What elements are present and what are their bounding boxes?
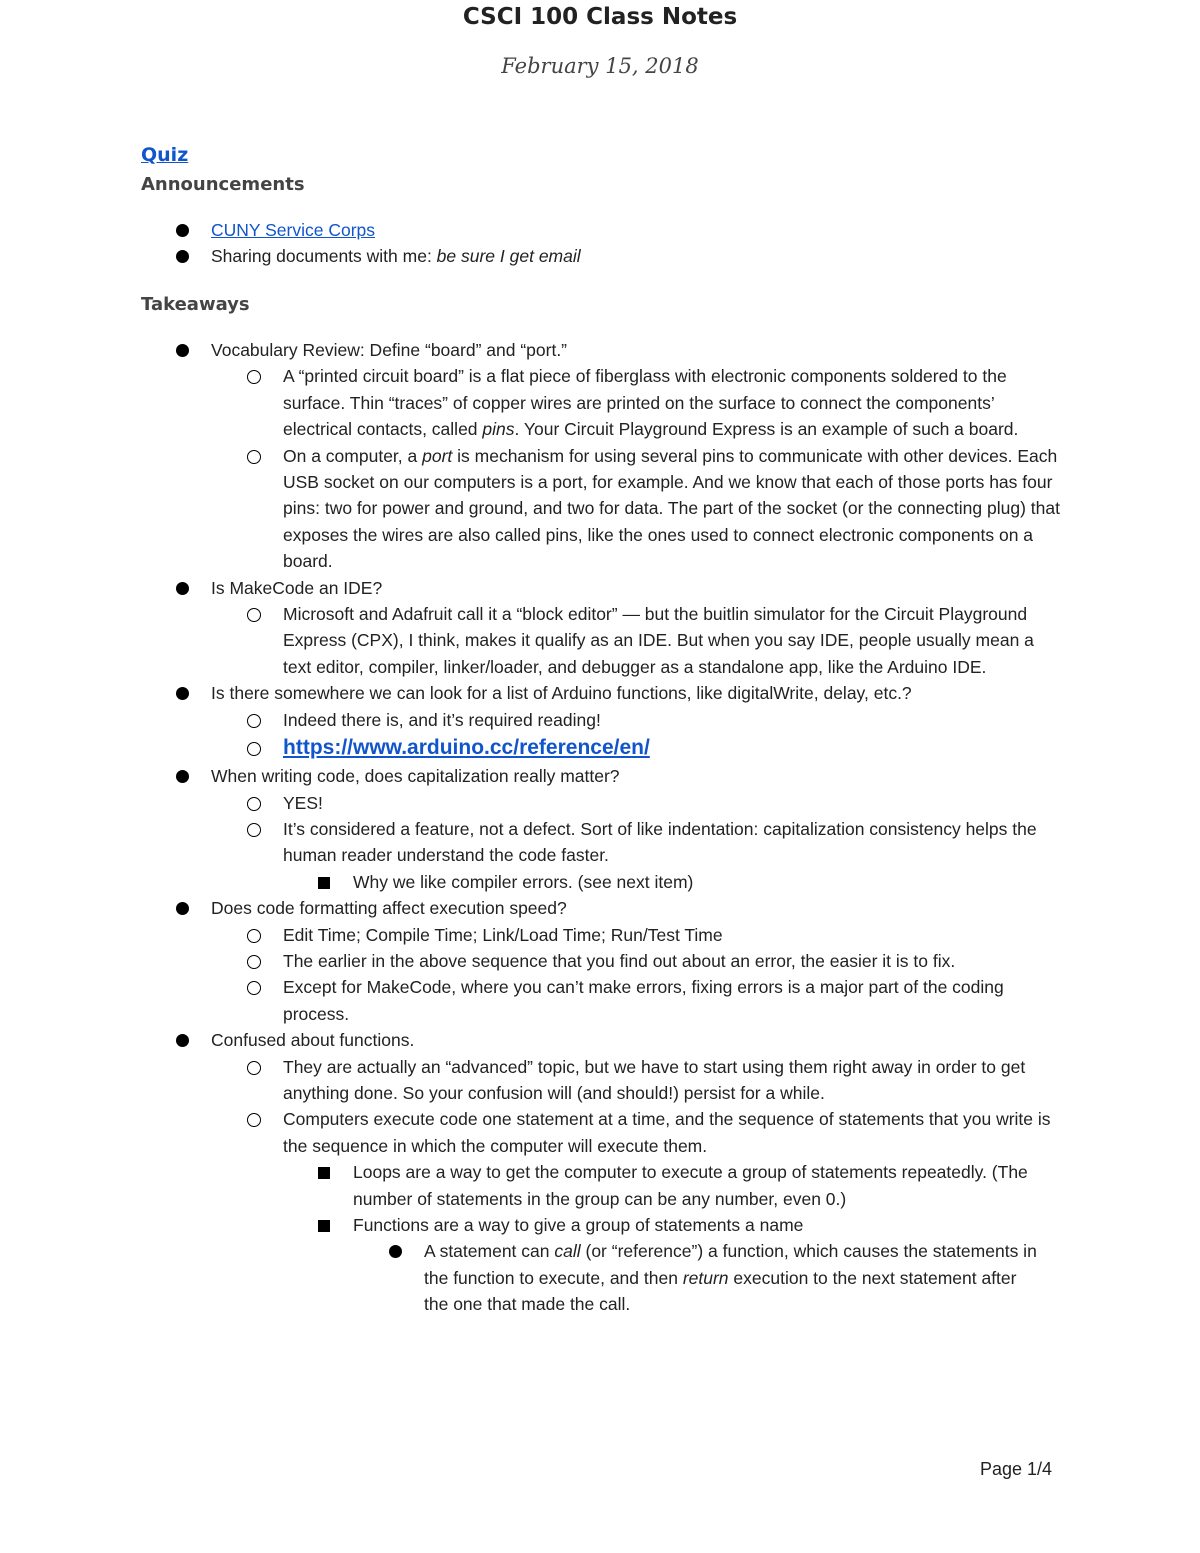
list-item [0, 363, 1200, 442]
circle-bullet-icon [247, 1054, 261, 1082]
list-item [0, 1106, 1200, 1159]
document-title: CSCI 100 Class Notes [462, 4, 738, 30]
list-item [0, 1054, 1200, 1107]
bullet-icon [176, 217, 189, 244]
circle-bullet-icon [247, 443, 261, 471]
circle-bullet-icon [247, 601, 261, 629]
circle-bullet-icon [247, 948, 261, 976]
bullet-icon [176, 895, 189, 922]
answer-text: is mechanism for using several pins to communicate with other devices. Each USB socket on our computers is a port, for example. And we know that each of those ports has four pins: two for power and ground, and two for data. The part of the socket (or the connecting plug) that exposes the wires are also called pins, like the ones used to connect electronic components on a board. [283, 445, 1060, 572]
square-bullet-icon [318, 869, 330, 896]
page-number: Page 1/4 [980, 1459, 1053, 1479]
question-text: Is MakeCode an IDE? [211, 577, 383, 598]
question-text: Vocabulary Review: Define “board” and “port.” [211, 340, 568, 360]
list-item [0, 948, 1200, 974]
list-item [0, 922, 1200, 948]
answer-text: Indeed there is, and it’s required reading! [283, 709, 601, 730]
answer-emphasis: pins [482, 419, 515, 440]
bullet-icon [176, 243, 189, 270]
answer-emphasis: return [682, 1267, 729, 1288]
list-item [0, 733, 1200, 763]
answer-text: execution to the next statement after the one that made the call. [424, 1267, 1017, 1315]
question-text: When writing code, does capitalization really matter? [211, 766, 620, 787]
announcements-heading: Announcements [141, 174, 305, 195]
takeaways-list [0, 337, 1200, 1318]
bullet-icon [389, 1238, 402, 1265]
list-item [0, 816, 1200, 869]
answer-text: Except for MakeCode, where you can’t make errors, fixing errors is a major part of the coding process. [283, 977, 1004, 1024]
circle-bullet-icon [247, 922, 261, 950]
takeaways-heading: Takeaways [141, 294, 250, 315]
circle-bullet-icon [247, 974, 261, 1002]
list-item [0, 763, 1200, 789]
answer-text: YES! [283, 792, 323, 813]
quiz-link[interactable]: Quiz [141, 144, 189, 166]
list-item [0, 601, 1200, 680]
answer-text: Why we like compiler errors. (see next item) [353, 871, 694, 892]
list-item [0, 707, 1200, 733]
answer-text: A statement can [424, 1241, 555, 1262]
square-bullet-icon [318, 1159, 330, 1186]
answer-text: On a computer, a [283, 445, 423, 466]
answer-text: Loops are a way to get the computer to execute a group of statements repeatedly. (The number of statements in the group can be any number, even 0.) [353, 1162, 1028, 1209]
answer-emphasis: call [554, 1241, 581, 1262]
circle-bullet-icon [247, 363, 261, 391]
document-date: February 15, 2018 [501, 54, 699, 78]
answer-text: They are actually an “advanced” topic, but we have to start using them right away in order to get anything done. So your confusion will (and should!) persist for a while. [283, 1056, 1026, 1103]
item-emphasis: be sure I get email [436, 246, 581, 267]
circle-bullet-icon [247, 1106, 261, 1134]
answer-text: Edit Time; Compile Time; Link/Load Time; Run/Test Time [283, 924, 723, 945]
answer-text: (or “reference”) a function, which causes the statements in the function to execute, and then [424, 1241, 1037, 1288]
question-text: Does code formatting affect execution speed? [211, 898, 567, 919]
bullet-icon [176, 680, 189, 707]
list-item [0, 869, 1200, 895]
question-text: Confused about functions. [211, 1030, 415, 1051]
answer-text: The earlier in the above sequence that you find out about an error, the easier it is to fix. [283, 950, 956, 971]
arduino-reference-link[interactable]: https://www.arduino.cc/reference/en/ [283, 736, 650, 760]
circle-bullet-icon [247, 816, 261, 844]
list-item [0, 337, 1200, 363]
item-text: Sharing documents with me: [211, 246, 437, 267]
question-text: Is there somewhere we can look for a list of Arduino functions, like digitalWrite, delay, etc.? [211, 683, 912, 704]
list-item [0, 243, 1200, 269]
bullet-icon [176, 575, 189, 602]
answer-text: . Your Circuit Playground Express is an example of such a board. [514, 419, 1019, 440]
answer-text: Functions are a way to give a group of statements a name [353, 1215, 804, 1235]
square-bullet-icon [318, 1212, 330, 1239]
answer-emphasis: port [422, 445, 453, 466]
answer-text: A “printed circuit board” is a flat piece of fiberglass with electronic components soldered to the surface. Thin “traces” of copper wires are printed on the surface to connect the components’ electrical contacts, called [283, 366, 1007, 440]
circle-bullet-icon [247, 735, 261, 765]
bullet-icon [176, 337, 189, 364]
list-item [0, 974, 1200, 1027]
list-item [0, 1159, 1200, 1212]
list-item [0, 790, 1200, 816]
bullet-icon [176, 1027, 189, 1054]
answer-text: It’s considered a feature, not a defect. Sort of like indentation: capitalization consistency helps the human reader understand the code faster. [283, 818, 1037, 866]
list-item [0, 217, 1200, 243]
circle-bullet-icon [247, 790, 261, 818]
announcements-list [0, 217, 1200, 270]
list-item [0, 895, 1200, 921]
cuny-service-corps-link[interactable]: CUNY Service Corps [211, 220, 376, 240]
circle-bullet-icon [247, 707, 261, 735]
bullet-icon [176, 763, 189, 790]
list-item [0, 680, 1200, 706]
list-item [0, 575, 1200, 601]
answer-text: Computers execute code one statement at a time, and the sequence of statements that you write is the sequence in which the computer will execute them. [283, 1109, 1051, 1156]
list-item [0, 1212, 1200, 1238]
list-item [0, 1238, 1200, 1317]
list-item [0, 1027, 1200, 1053]
list-item [0, 443, 1200, 575]
answer-text: Microsoft and Adafruit call it a “block editor” — but the buitlin simulator for the Circuit Playground Express (CPX), I think, makes it qualify as an IDE. But when you say IDE, people usually mean a text editor, compiler, linker/loader, and debugger as a standalone app, like the Arduino IDE. [283, 604, 1034, 677]
